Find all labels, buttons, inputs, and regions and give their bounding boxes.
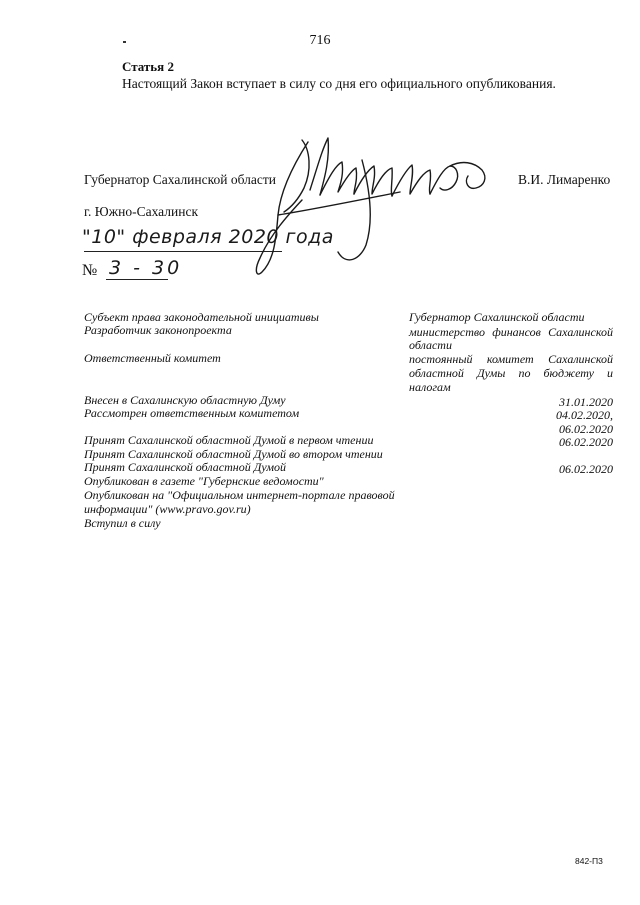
scan-speck — [123, 41, 126, 43]
introduced-label: Внесен в Сахалинскую областную Думу — [84, 393, 286, 407]
committee-value-line2: областной Думы по бюджету и — [409, 366, 613, 380]
developer-label: Разработчик законопроекта — [84, 323, 232, 337]
article-text: Настоящий Закон вступает в силу со дня его официального опубликования. — [122, 76, 556, 91]
entered-into-force-label: Вступил в силу — [84, 516, 161, 530]
signature-image — [250, 120, 500, 280]
handwritten-date: "10" февраля 2020 года — [82, 226, 334, 248]
number-label: № — [82, 262, 98, 279]
committee-value-line1: постоянный комитет Сахалинской — [409, 352, 613, 366]
number-underline — [106, 279, 168, 280]
published-gazette-label: Опубликован в газете "Губернские ведомости" — [84, 474, 324, 488]
reviewed-date-2: 06.02.2020 — [559, 422, 613, 436]
article-heading: Статья 2 — [122, 59, 174, 74]
city: г. Южно-Сахалинск — [84, 204, 199, 219]
initiative-subject-label: Субъект права законодательной инициативы — [84, 310, 319, 324]
governor-title: Губернатор Сахалинской области — [84, 172, 276, 187]
page-number: 716 — [309, 33, 331, 48]
footer-code: 842-П3 — [575, 856, 603, 866]
developer-value-line2: области — [409, 338, 452, 352]
adopted-label: Принят Сахалинской областной Думой — [84, 460, 287, 474]
adopted-date: 06.02.2020 — [559, 462, 613, 476]
first-reading-label: Принят Сахалинской областной Думой в первом чтении — [84, 433, 374, 447]
published-portal-line2: информации" (www.pravo.gov.ru) — [84, 502, 251, 516]
introduced-date: 31.01.2020 — [559, 395, 613, 409]
published-portal-line1: Опубликован на "Официальном интернет-портале правовой — [84, 488, 395, 502]
initiative-subject-value: Губернатор Сахалинской области — [409, 310, 585, 324]
handwritten-number: 3 - 30 — [109, 257, 183, 279]
committee-label: Ответственный комитет — [84, 351, 221, 365]
second-reading-label: Принят Сахалинской областной Думой во втором чтении — [84, 447, 383, 461]
governor-name: В.И. Лимаренко — [518, 172, 611, 187]
committee-value-line3: налогам — [409, 380, 451, 394]
developer-value-line1: министерство финансов Сахалинской — [409, 325, 613, 339]
reviewed-label: Рассмотрен ответственным комитетом — [84, 406, 300, 420]
first-reading-date: 06.02.2020 — [559, 435, 613, 449]
reviewed-date-1: 04.02.2020, — [556, 408, 613, 422]
